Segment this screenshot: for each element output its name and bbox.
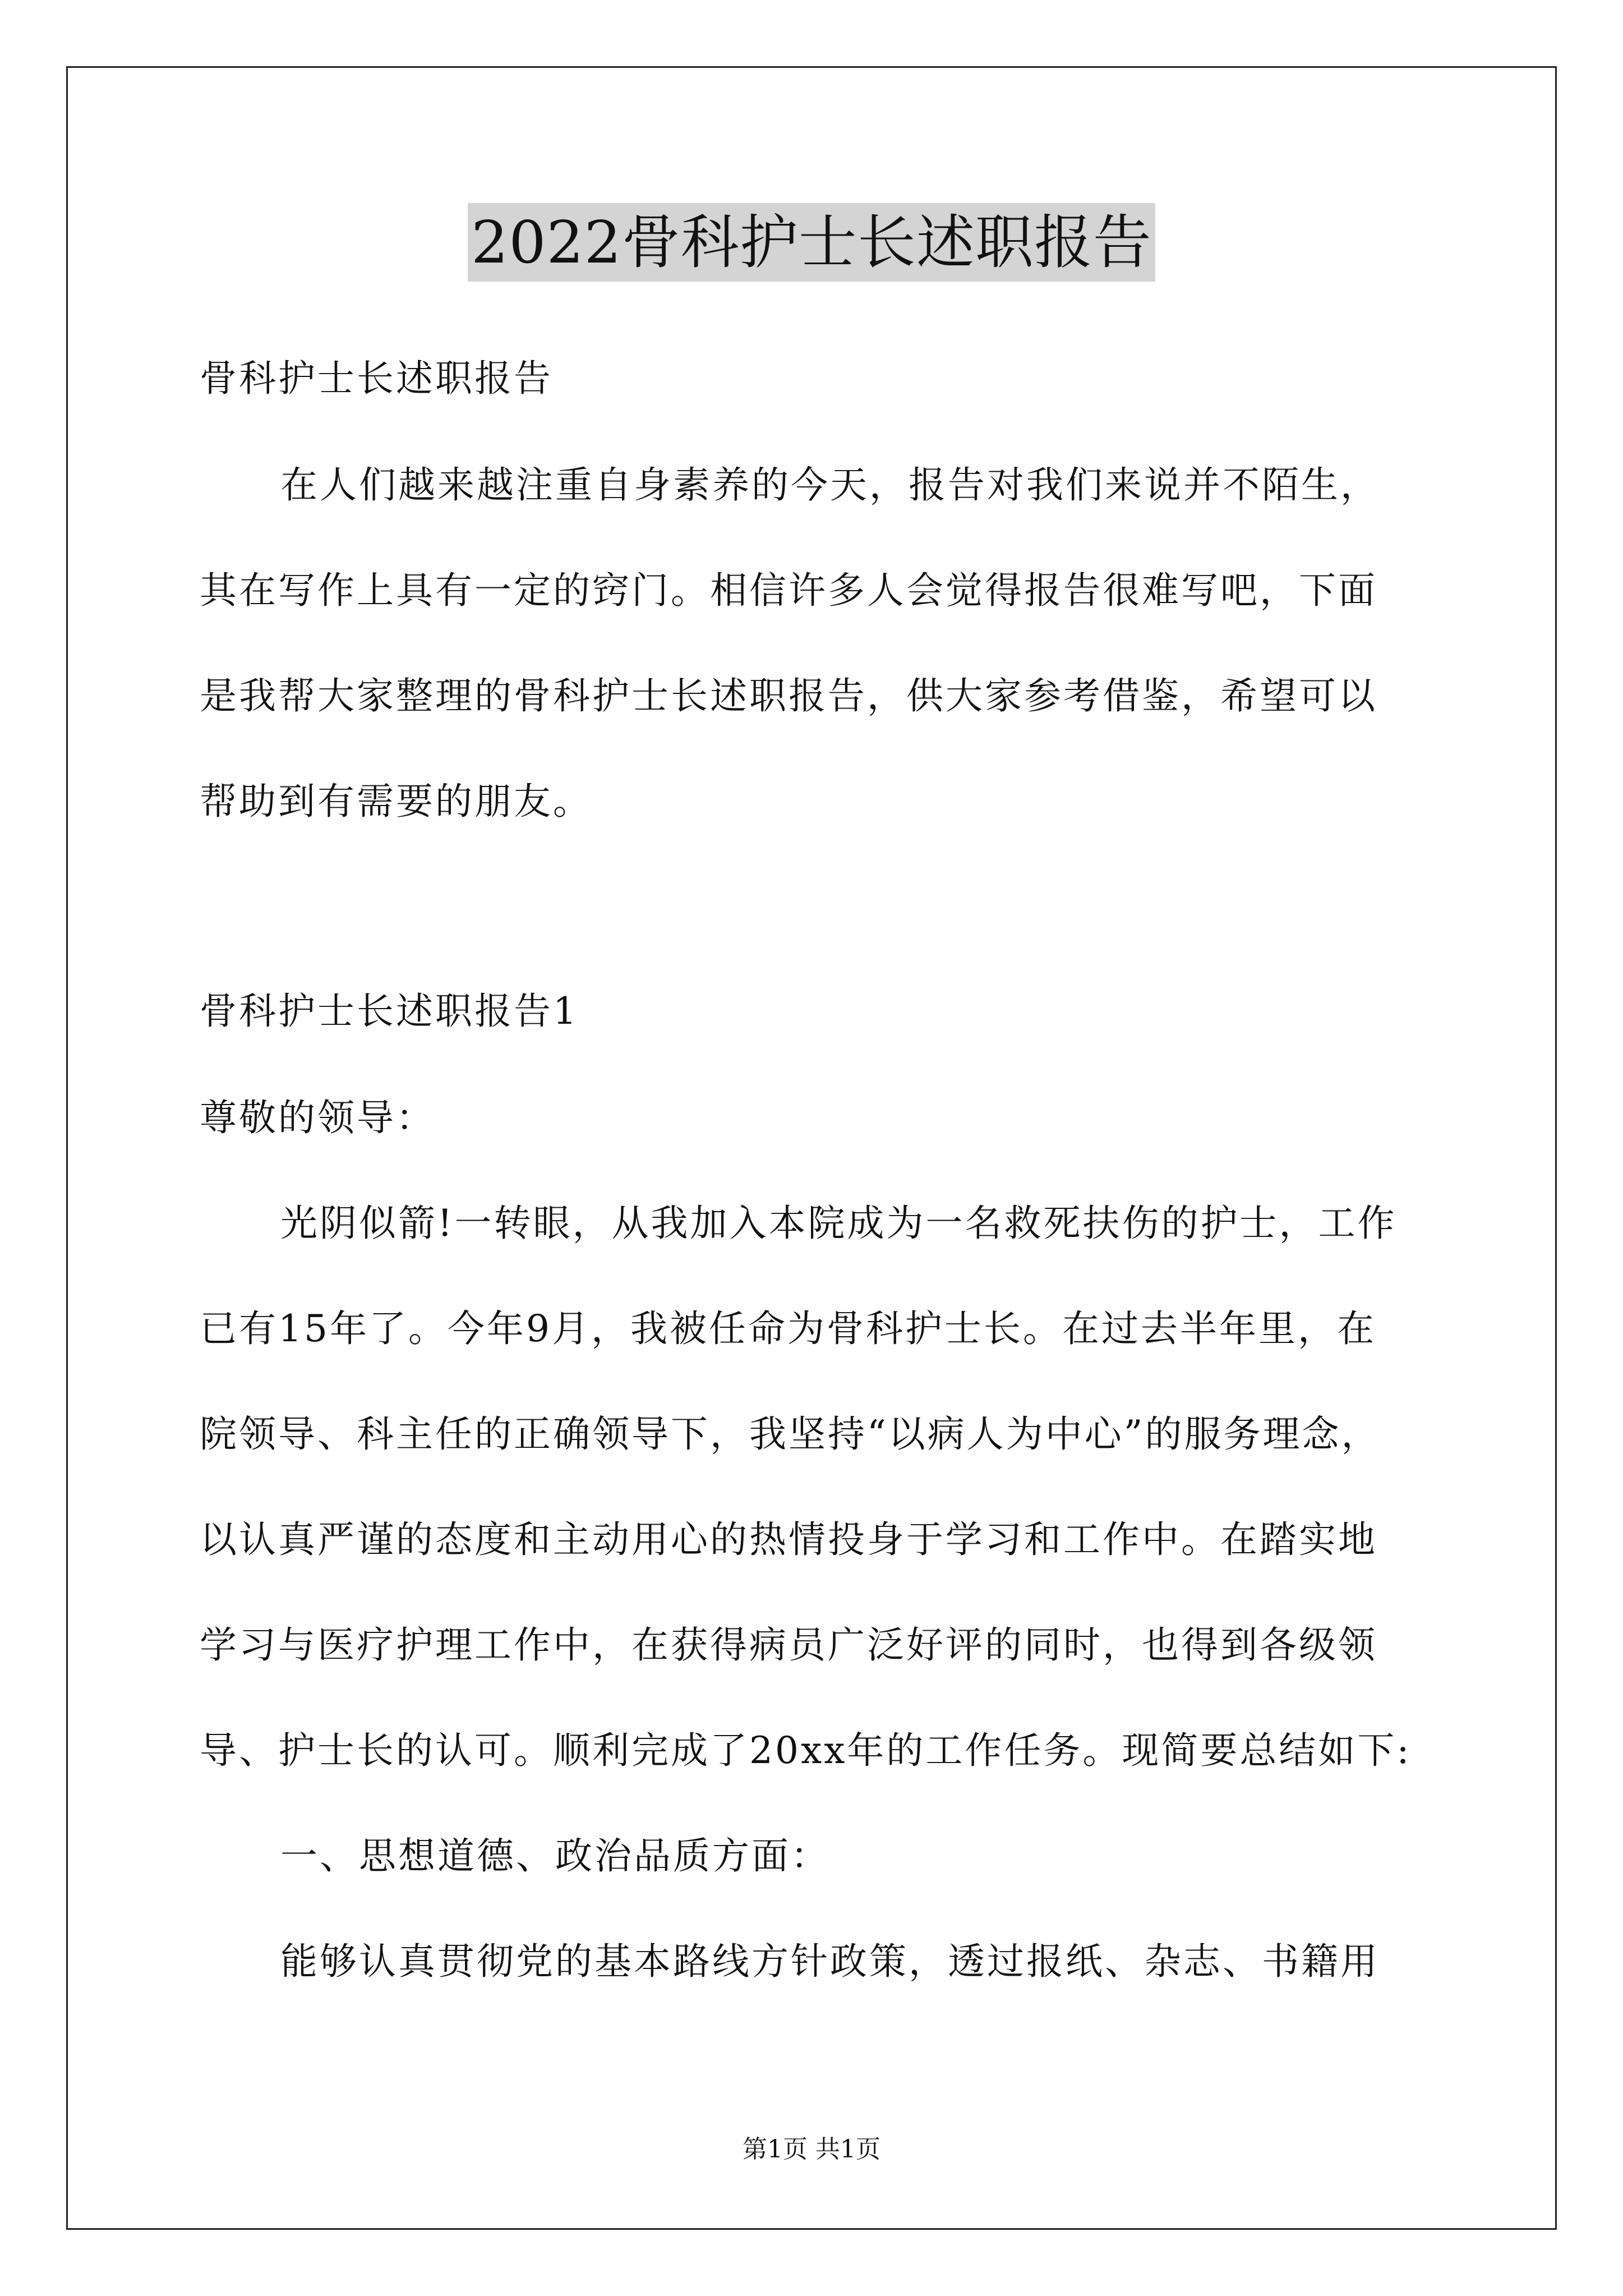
paragraph-line: 是我帮大家整理的骨科护士长述职报告，供大家参考借鉴，希望可以 bbox=[200, 674, 1377, 717]
paragraph-line: 以认真严谨的态度和主动用心的热情投身于学习和工作中。在踏实地 bbox=[200, 1518, 1377, 1561]
title-container bbox=[0, 203, 1623, 282]
subtitle-line: 骨科护士长述职报告 bbox=[200, 357, 553, 400]
paragraph-line: 院领导、科主任的正确领导下，我坚持“以病人为中心”的服务理念， bbox=[200, 1412, 1381, 1456]
page-footer: 第1页 共1页 bbox=[743, 2135, 880, 2164]
paragraph-line: 其在写作上具有一定的窍门。相信许多人会觉得报告很难写吧，下面 bbox=[200, 569, 1377, 612]
paragraph-line: 帮助到有需要的朋友。 bbox=[200, 780, 592, 823]
paragraph-line: 在人们越来越注重自身素养的今天，报告对我们来说并不陌生， bbox=[280, 463, 1380, 507]
section-heading: 骨科护士长述职报告1 bbox=[200, 990, 579, 1033]
subsection-heading: 一、思想道德、政治品质方面： bbox=[280, 1834, 830, 1878]
salutation: 尊敬的领导： bbox=[200, 1096, 435, 1139]
paragraph-line: 学习与医疗护理工作中，在获得病员广泛好评的同时，也得到各级领 bbox=[200, 1623, 1377, 1667]
document-title: 2022骨科护士长述职报告 bbox=[468, 203, 1155, 282]
paragraph-line: 已有15年了。今年9月，我被任命为骨科护士长。在过去半年里，在 bbox=[200, 1307, 1376, 1350]
paragraph-line: 光阴似箭!一转眼，从我加入本院成为一名救死扶伤的护士，工作 bbox=[280, 1202, 1397, 1245]
paragraph-line: 能够认真贯彻党的基本路线方针政策，透过报纸、杂志、书籍用 bbox=[280, 1940, 1380, 1983]
paragraph-line: 导、护士长的认可。顺利完成了20xx年的工作任务。现简要总结如下: bbox=[200, 1729, 1412, 1772]
